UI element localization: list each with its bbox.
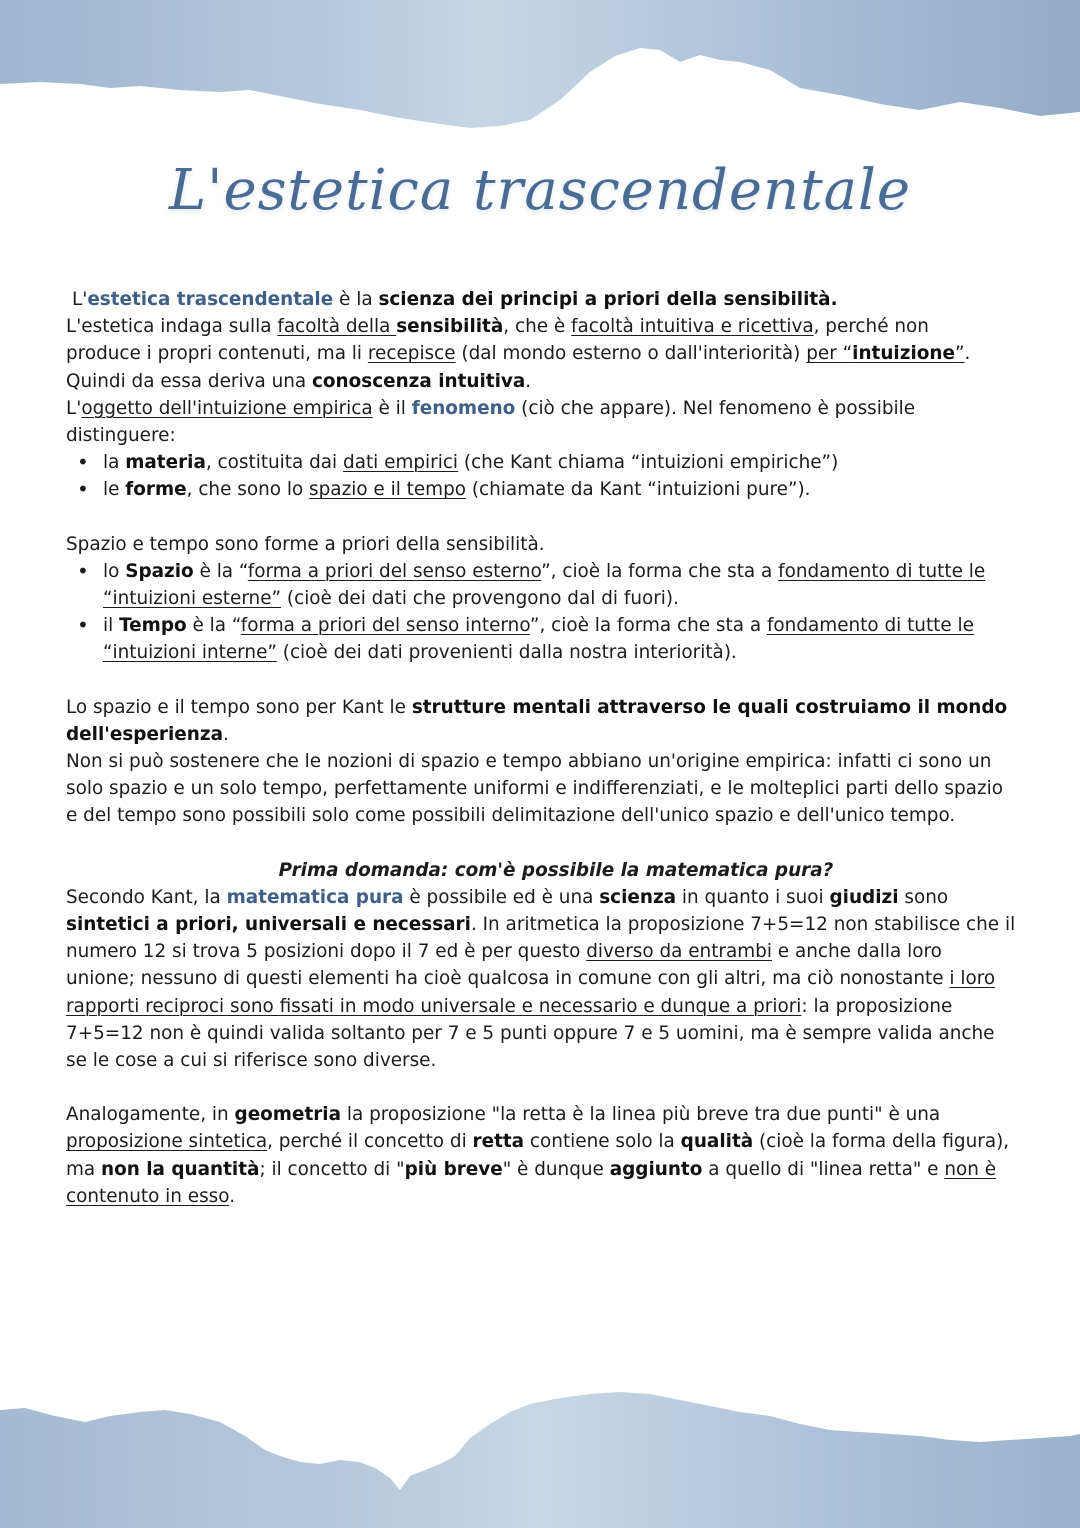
list-item: • il Tempo è la “forma a priori del senso interno”, cioè la forma che sta a fondamento di tutte le “intuizioni interne” (cioè dei dati provenienti dalla nostra interiorità). [103,612,1016,666]
math-paragraph: Secondo Kant, la matematica pura è possibile ed è una scienza in quanto i suoi giudizi sono sintetici a priori, universali e necessari. In aritmetica la proposizione 7+5=12 non stabilisce che il numero 12 si trova 5 posizioni dopo il 7 ed è per questo diverso da entrambi e anche dalla loro unione; nessuno di questi elementi ha cioè qualcosa in comune con gli altri, ma ciò nonostante i loro rapporti reciproci sono fissati in modo universale e necessario e dunque a priori: la proposizione 7+5=12 non è quindi valida soltanto per 7 e 5 punti oppure 7 e 5 uomini, ma è sempre valida anche se le cose a cui si riferisce sono diverse. [66,886,1016,1072]
intro-line-1: L'estetica trascendentale è la scienza dei principi a priori della sensibilità. [72,289,838,310]
intro-line-2: L'estetica indaga sulla facoltà della sensibilità, che è facoltà intuitiva e ricettiva, perché non [66,316,929,338]
section-heading-math: Prima domanda: com'è possibile la matematica pura? [278,859,834,881]
forms-list [66,558,1016,667]
term-matematica-pura: matematica pura [226,886,404,908]
phenomenon-list [66,449,1016,503]
term-estetica-trascendentale: estetica trascendentale [87,289,334,310]
list-item: • le forme, che sono lo spazio e il tempo (chiamate da Kant “intuizioni pure”). [103,476,1016,503]
list-item: • la materia, costituita dai dati empirici (che Kant chiama “intuizioni empiriche”) [103,449,1016,476]
document-body [66,286,1016,1210]
intro-line-3: produce i propri contenuti, ma li recepisce (dal mondo esterno o dall'interiorità) per “intuizione”. [66,343,971,365]
structures-paragraph-2: Non si può sostenere che le nozioni di spazio e tempo abbiano un'origine empirica: infatti ci sono un solo spazio e un solo tempo, perfettamente uniformi e indifferenziati, e le molteplici parti dello spazio e del tempo sono possibili solo come possibili delimitazione dell'unico spazio e dell'unico tempo. [66,751,1003,827]
watercolor-banner-bottom [0,1378,1080,1528]
structures-paragraph: Lo spazio e il tempo sono per Kant le strutture mentali attraverso le quali costruiamo il mondo dell'esperienza. [66,696,1008,745]
list-item: • lo Spazio è la “forma a priori del senso esterno”, cioè la forma che sta a fondamento di tutte le “intuizioni esterne” (cioè dei dati che provengono dal di fuori). [103,558,1016,612]
page-title: L'estetica trascendentale [168,158,912,223]
geometry-paragraph: Analogamente, in geometria la proposizione "la retta è la linea più breve tra due punti" è una proposizione sintetica, perché il concetto di retta contiene solo la qualità (cioè la forma della figura), ma non la quantità; il concetto di "più breve" è dunque aggiunto a quello di "linea retta" e non è contenuto in esso. [66,1104,1010,1207]
watercolor-banner-top [0,0,1080,150]
intro-line-5: L'oggetto dell'intuizione empirica è il fenomeno (ciò che appare). Nel fenomeno è possibile distinguere: [66,397,916,447]
forms-lead: Spazio e tempo sono forme a priori della sensibilità. [66,533,545,555]
term-fenomeno: fenomeno [411,397,516,419]
intro-line-4: Quindi da essa deriva una conoscenza intuitiva. [66,370,532,392]
